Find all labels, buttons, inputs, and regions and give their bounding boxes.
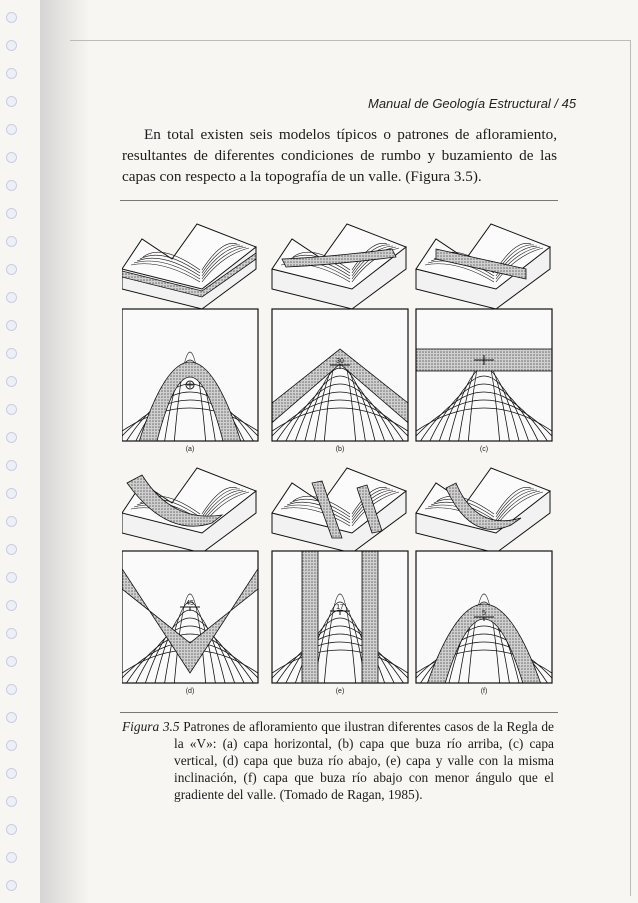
block-diagram — [416, 468, 550, 553]
dip-value: 45 — [186, 600, 194, 607]
binding-hole — [6, 572, 17, 583]
panel-label: (a) — [185, 446, 195, 453]
dip-value: 5 — [482, 610, 486, 617]
binding-hole — [6, 684, 17, 695]
binding-hole — [6, 740, 17, 751]
map-panel — [398, 551, 556, 687]
binding-hole — [6, 628, 17, 639]
binding-hole — [6, 264, 17, 275]
binding-hole — [6, 68, 17, 79]
block-diagram — [272, 468, 406, 553]
panel-label: (d) — [185, 688, 195, 695]
binding-hole — [6, 404, 17, 415]
binding-hole — [6, 40, 17, 51]
binding-hole — [6, 460, 17, 471]
binding-hole — [6, 824, 17, 835]
block-diagram — [272, 224, 406, 309]
binding-hole — [6, 236, 17, 247]
binding-hole — [6, 432, 17, 443]
binding-hole — [6, 152, 17, 163]
binding-hole — [6, 320, 17, 331]
dip-value: 30 — [336, 358, 344, 365]
binding-hole — [6, 516, 17, 527]
binding-hole — [6, 852, 17, 863]
map-panel — [398, 309, 556, 445]
panel-label: (b) — [335, 446, 345, 453]
outcrop-band — [362, 549, 378, 685]
binding-hole — [6, 348, 17, 359]
binding-hole — [6, 96, 17, 107]
map-panel — [122, 309, 276, 445]
figure-3-5 — [122, 205, 556, 695]
running-header: Manual de Geología Estructural / 45 — [368, 96, 577, 111]
binding-hole — [6, 12, 17, 23]
binding-hole — [6, 208, 17, 219]
panel-label: (f) — [480, 688, 488, 695]
rule-bottom — [120, 712, 558, 713]
panel-label: (e) — [335, 688, 345, 695]
outcrop-band — [302, 549, 318, 685]
body-paragraph: En total existen seis modelos típicos o patrones de afloramiento, resultantes de diferentes condiciones de rumbo y buzamiento de las capas con respecto a la topografía de un valle. (Figura 3.5). — [122, 126, 557, 185]
dip-value: 17 — [336, 604, 344, 611]
panel-label: (c) — [479, 446, 489, 453]
figure-caption — [122, 718, 554, 803]
caption-label: Figura 3.5 — [122, 719, 180, 734]
binding-hole — [6, 880, 17, 891]
binding-hole — [6, 124, 17, 135]
block-diagram — [122, 468, 256, 553]
caption-text: Patrones de afloramiento que ilustran diferentes casos de la Regla de la «V»: (a) capa horizontal, (b) capa que buza río arriba, (c) capa vertical, (d) capa que buza río abajo, (e) capa y valle con la misma inclinación, (f) capa que buza río abajo con menor ángulo que el gradiente del valle. (Tomado de Ragan, 1985). — [174, 719, 554, 802]
binding-hole — [6, 292, 17, 303]
binding-hole — [6, 376, 17, 387]
binding-hole — [6, 656, 17, 667]
rule-top — [120, 200, 558, 201]
block-diagram — [416, 224, 550, 309]
map-panel — [122, 551, 276, 687]
block-diagram — [122, 224, 256, 309]
binding-hole — [6, 712, 17, 723]
map-panel — [254, 309, 426, 445]
map-panel — [254, 549, 426, 687]
binding-hole — [6, 488, 17, 499]
binding-hole — [6, 600, 17, 611]
binding-holes — [0, 0, 40, 903]
binding-hole — [6, 768, 17, 779]
binding-hole — [6, 544, 17, 555]
binding-hole — [6, 796, 17, 807]
binding-hole — [6, 180, 17, 191]
